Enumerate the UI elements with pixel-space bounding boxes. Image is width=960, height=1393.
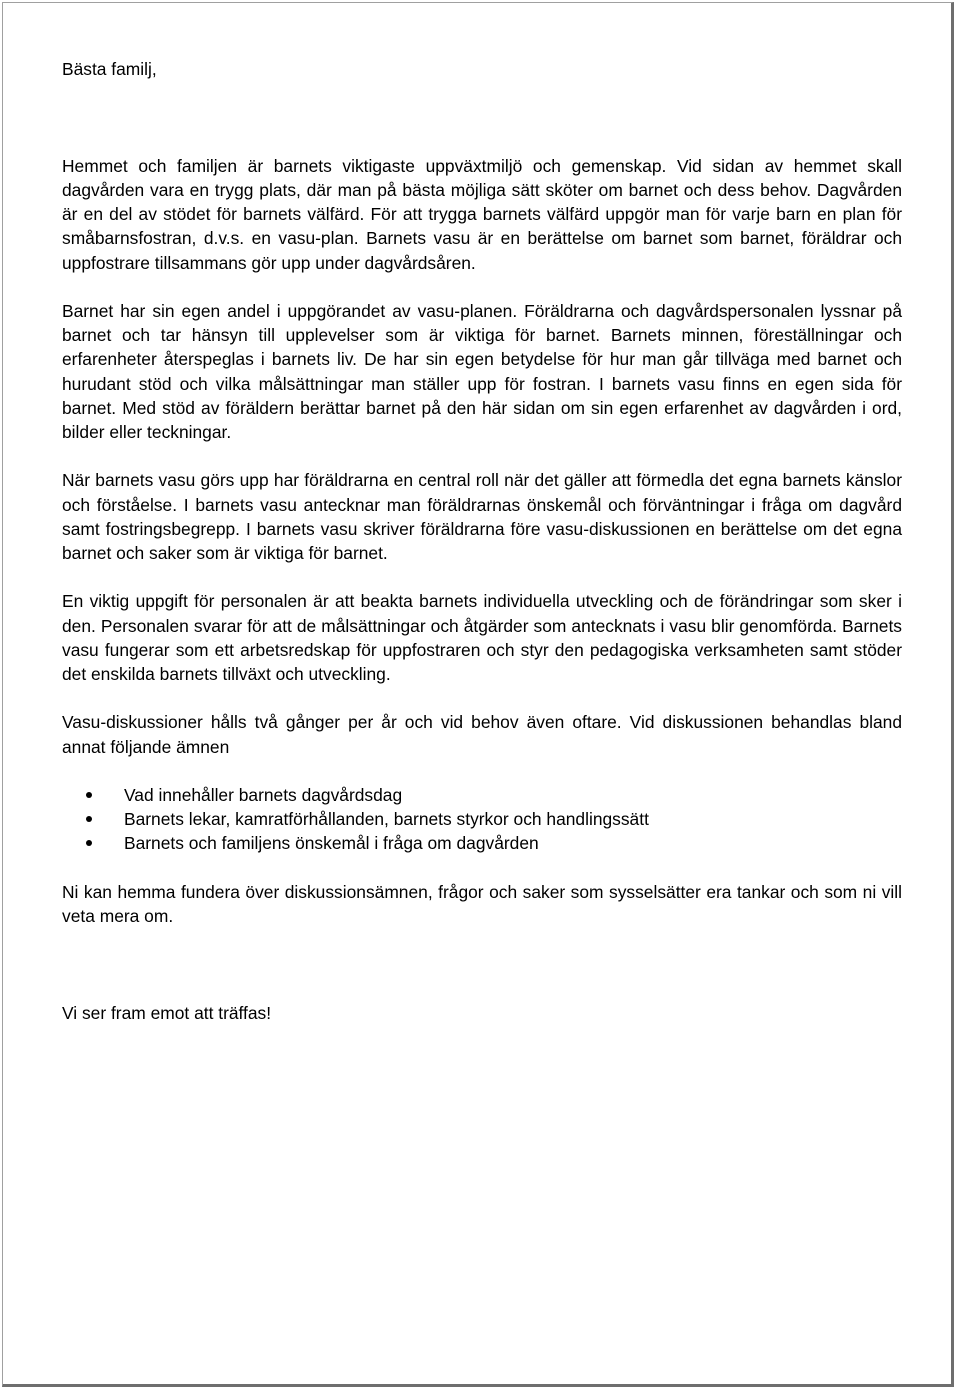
paragraph-parents-role: När barnets vasu görs upp har föräldrarna en central roll när det gäller att förmedla det egna barnets känslor och förståelse. I barnets vasu antecknar man föräldrarnas önskemål och förväntningar i fråga om dagvård samt fostringsbegrepp. I barnets vasu skriver föräldrarna före vasu-diskussionen en berättelse om det egna barnet och saker som är viktiga för barnet. (62, 470, 902, 564)
paragraph-intro: Hemmet och familjen är barnets viktigaste uppväxtmiljö och gemenskap. Vid sidan av hemmet skall dagvården vara en trygg plats, där man på bästa möjliga sätt sköter om barnet och dess behov. Dagvården är en del av stödet för barnets välfärd. För att trygga barnets välfärd uppgör man för varje barn en plan för småbarnsfostran, d.v.s. en vasu-plan. Barnets vasu är en berättelse om barnet som barnet, föräldrar och uppfostrare tillsammans gör upp under dagvårdsåren. (62, 155, 902, 273)
list-item-text: Barnets och familjens önskemål i fråga om dagvården (124, 833, 539, 854)
closing-line: Vi ser fram emot att träffas! (62, 1002, 272, 1023)
bullet-icon (86, 816, 92, 822)
bullet-icon (86, 792, 92, 798)
paragraph-child-role: Barnet har sin egen andel i uppgörandet av vasu-planen. Föräldrarna och dagvårdspersonalen lyssnar på barnet och tar hänsyn till upplevelser som är viktiga för barnet. Barnets minnen, föreställningar och erfarenheter återspeglas i barnets liv. De har sin egen betydelse för hur man går tillväga med barnet och hurudant stöd och vilka målsättningar man ställer upp för fostran. I barnets vasu finns en egen sida för barnet. Med stöd av föräldern berättar barnet på den här sidan om sin egen erfarenhet av dagvården i ord, bilder eller teckningar. (62, 301, 902, 443)
greeting: Bästa familj, (62, 59, 157, 79)
list-item (62, 831, 902, 855)
document-page (2, 2, 954, 1387)
paragraph-reflection: Ni kan hemma fundera över diskussionsämnen, frågor och saker som sysselsätter era tankar och som ni vill veta mera om. (62, 881, 902, 926)
paragraph-staff-role: En viktig uppgift för personalen är att beakta barnets individuella utveckling och de förändringar som sker i den. Personalen svarar för att de målsättningar och åtgärder som antecknats i vasu blir genomförda. Barnets vasu fungerar som ett arbetsredskap för uppfostraren och styr den pedagogiska verksamheten samt stöder det enskilda barnets tillväxt och utveckling. (62, 591, 902, 685)
bullet-icon (86, 840, 92, 846)
list-item-text: Vad innehåller barnets dagvårdsdag (124, 785, 403, 805)
list-item (62, 807, 902, 831)
topic-list (62, 783, 902, 856)
paragraph-discussions: Vasu-diskussioner hålls två gånger per år och vid behov även oftare. Vid diskussionen behandlas bland annat följande ämnen (62, 712, 902, 757)
list-item-text: Barnets lekar, kamratförhållanden, barnets styrkor och handlingssätt (124, 809, 649, 830)
list-item (62, 783, 902, 807)
letter-body (62, 57, 902, 1025)
